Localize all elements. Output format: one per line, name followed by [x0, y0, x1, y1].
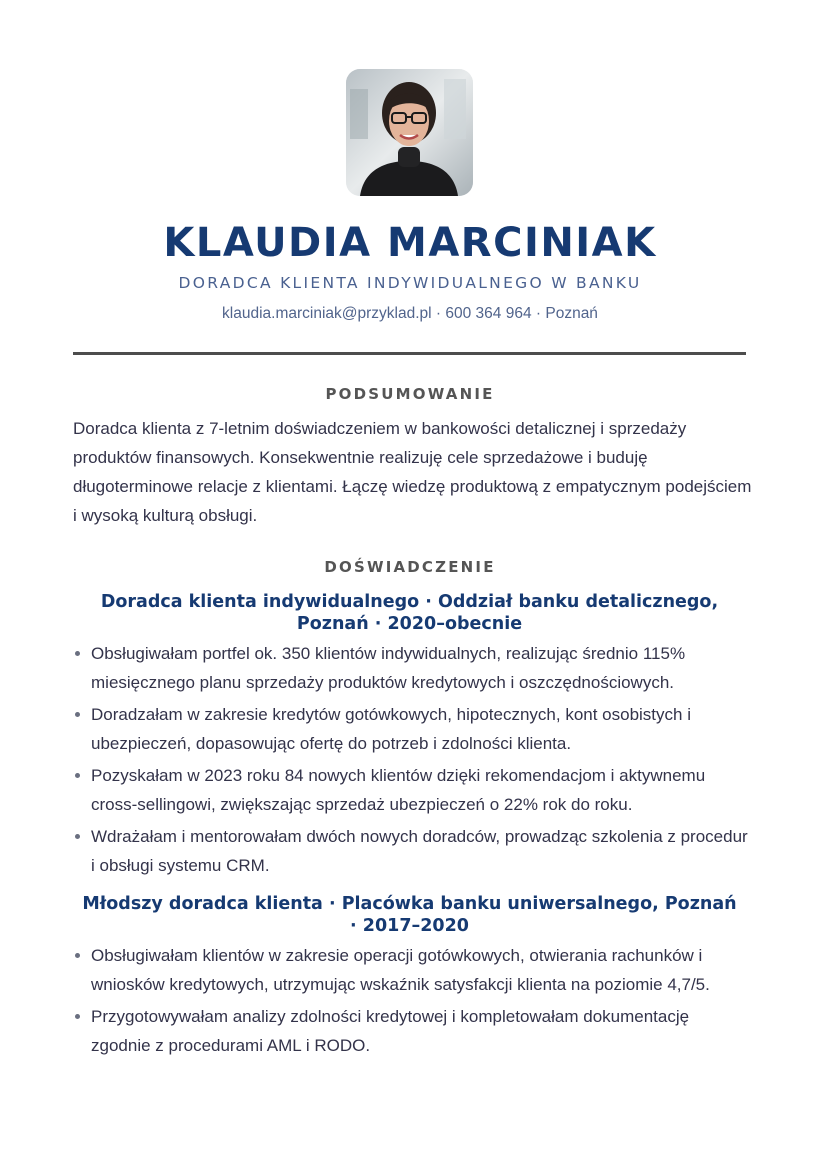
profile-photo [346, 69, 473, 196]
bullet-item [73, 1002, 753, 1060]
job-bullets [73, 639, 753, 883]
bullet-icon [75, 1014, 80, 1019]
bullet-item [73, 822, 753, 880]
job-title [73, 893, 746, 937]
bullet-item [73, 941, 753, 999]
bullet-item [73, 761, 753, 819]
job-bullets [73, 941, 753, 1063]
bullet-item [73, 639, 753, 697]
portrait-image [346, 69, 473, 196]
summary-heading: PODSUMOWANIE [325, 385, 495, 403]
header-divider [73, 352, 746, 355]
contact-line: klaudia.marciniak@przyklad.pl · 600 364 964 · Poznań [222, 305, 598, 322]
bullet-text: Doradzałam w zakresie kredytów gotówkowych, hipotecznych, kont osobistych i ubezpieczeń, dopasowując ofertę do potrzeb i zdolności klienta. [91, 705, 691, 753]
experience-heading: DOŚWIADCZENIE [324, 558, 496, 576]
job-title-line: Doradca klienta indywidualnego · Oddział banku detalicznego, [100, 592, 719, 612]
full-name: KLAUDIA MARCINIAK [163, 220, 657, 266]
bullet-icon [75, 651, 80, 656]
job-title [73, 591, 746, 635]
bullet-text: Pozyskałam w 2023 roku 84 nowych klientów dzięki rekomendacjom i aktywnemu cross-sellingowi, zwiększając sprzedaż ubezpieczeń o 22% rok do roku. [91, 766, 706, 814]
job-role: DORADCA KLIENTA INDYWIDUALNEGO W BANKU [178, 274, 642, 292]
job-title-line: Młodszy doradca klienta · Placówka banku uniwersalnego, Poznań [82, 894, 737, 914]
summary-text: Doradca klienta z 7-letnim doświadczeniem w bankowości detalicznej i sprzedaży produktów finansowych. Konsekwentnie realizuję cele sprzedażowe i buduję długoterminowe relacje z klientami. Łączę wiedzę produktową z empatycznym podejściem i wysoką kulturą obsługi. [73, 419, 752, 525]
bullet-icon [75, 773, 80, 778]
bullet-icon [75, 953, 80, 958]
bullet-icon [75, 712, 80, 717]
job-title-line: · 2017–2020 [350, 916, 469, 936]
bullet-item [73, 700, 753, 758]
bullet-text: Wdrażałam i mentorowałam dwóch nowych doradców, prowadząc szkolenia z procedur i obsługi systemu CRM. [91, 827, 748, 875]
bullet-text: Przygotowywałam analizy zdolności kredytowej i kompletowałam dokumentację zgodnie z procedurami AML i RODO. [91, 1007, 690, 1055]
bullet-icon [75, 834, 80, 839]
bullet-text: Obsługiwałam klientów w zakresie operacji gotówkowych, otwierania rachunków i wniosków kredytowych, utrzymując wskaźnik satysfakcji klienta na poziomie 4,7/5. [91, 946, 710, 994]
job-title-line: Poznań · 2020–obecnie [296, 614, 523, 634]
bullet-text: Obsługiwałam portfel ok. 350 klientów indywidualnych, realizując średnio 115% miesięcznego planu sprzedaży produktów kredytowych i oszczędnościowych. [91, 644, 686, 692]
